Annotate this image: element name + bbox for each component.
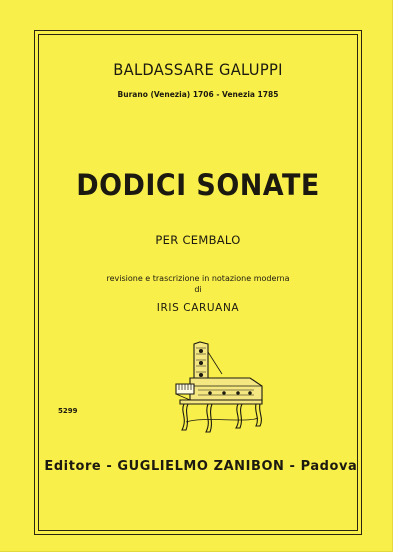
harpsichord-illustration xyxy=(150,338,270,438)
composer-dates: Burano (Venezia) 1706 - Venezia 1785 xyxy=(117,90,279,99)
revision-line: revisione e trascrizione in notazione moderna xyxy=(106,274,290,283)
publisher-line: Editore - GUGLIELMO ZANIBON - Padova xyxy=(44,458,358,474)
catalog-number: 5299 xyxy=(58,407,78,415)
composer-name: BALDASSARE GALUPPI xyxy=(113,60,283,79)
instrument-line: PER CEMBALO xyxy=(155,233,241,247)
work-title: DODICI SONATE xyxy=(76,168,320,202)
di-line: di xyxy=(194,285,202,294)
editor-name: IRIS CARUANA xyxy=(156,302,240,314)
